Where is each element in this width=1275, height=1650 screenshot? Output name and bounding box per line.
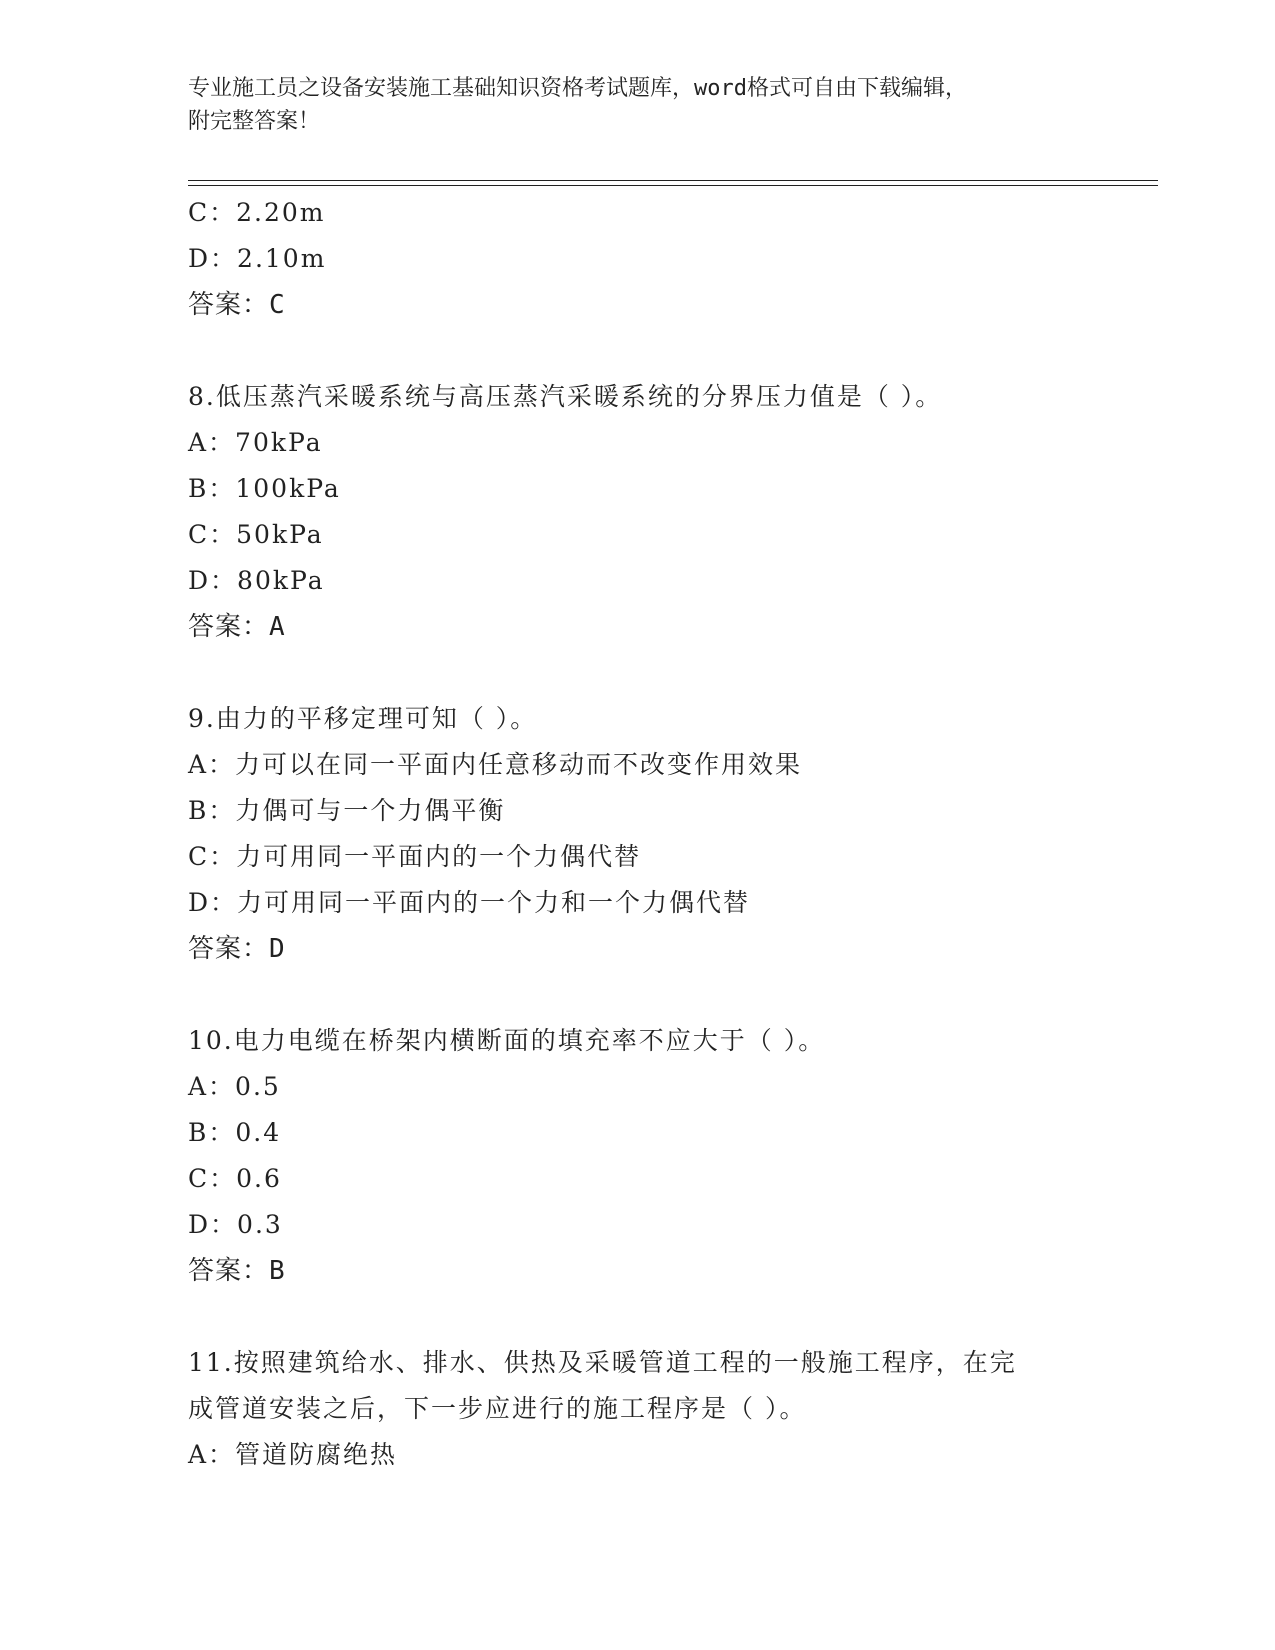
document-header [188, 72, 1088, 138]
option-a: A：力可以在同一平面内任意移动而不改变作用效果 [188, 750, 803, 779]
header-divider-top [188, 180, 1158, 181]
question-7-tail [188, 190, 1088, 328]
option-c: C：0.6 [188, 1164, 282, 1193]
option-d: D：2.10m [188, 244, 327, 273]
question-stem: 9.由力的平移定理可知（ ）。 [188, 704, 538, 733]
question-10 [188, 1018, 1088, 1294]
option-c: C：力可用同一平面内的一个力偶代替 [188, 842, 642, 871]
question-stem-line-1: 11.按照建筑给水、排水、供热及采暖管道工程的一般施工程序，在完 [188, 1348, 1017, 1377]
header-line-2: 附完整答案！ [188, 109, 321, 134]
option-d: D：80kPa [188, 566, 325, 595]
spacer [188, 328, 1088, 374]
question-stem: 10.电力电缆在桥架内横断面的填充率不应大于（ ）。 [188, 1026, 826, 1055]
question-list [188, 190, 1088, 1478]
header-divider-bottom [188, 185, 1158, 186]
question-11 [188, 1340, 1088, 1478]
spacer [188, 650, 1088, 696]
spacer [188, 1294, 1088, 1340]
option-c: C：2.20m [188, 198, 326, 227]
question-stem-line-2: 成管道安装之后，下一步应进行的施工程序是（ ）。 [188, 1394, 807, 1423]
option-d: D：0.3 [188, 1210, 283, 1239]
question-9 [188, 696, 1088, 972]
spacer [188, 972, 1088, 1018]
answer: 答案：C [188, 290, 286, 320]
option-b: B：力偶可与一个力偶平衡 [188, 796, 506, 825]
option-a: A：0.5 [188, 1072, 281, 1101]
answer: 答案：D [188, 934, 286, 964]
question-stem: 8.低压蒸汽采暖系统与高压蒸汽采暖系统的分界压力值是（ ）。 [188, 382, 943, 411]
option-b: B：0.4 [188, 1118, 282, 1147]
option-a: A：管道防腐绝热 [188, 1440, 398, 1469]
question-8 [188, 374, 1088, 650]
option-d: D：力可用同一平面内的一个力和一个力偶代替 [188, 888, 751, 917]
answer: 答案：B [188, 1256, 286, 1286]
header-line-1: 专业施工员之设备安装施工基础知识资格考试题库，word格式可自由下载编辑， [188, 76, 967, 101]
answer: 答案：A [188, 612, 286, 642]
option-a: A：70kPa [188, 428, 323, 457]
option-c: C：50kPa [188, 520, 324, 549]
option-b: B：100kPa [188, 474, 341, 503]
